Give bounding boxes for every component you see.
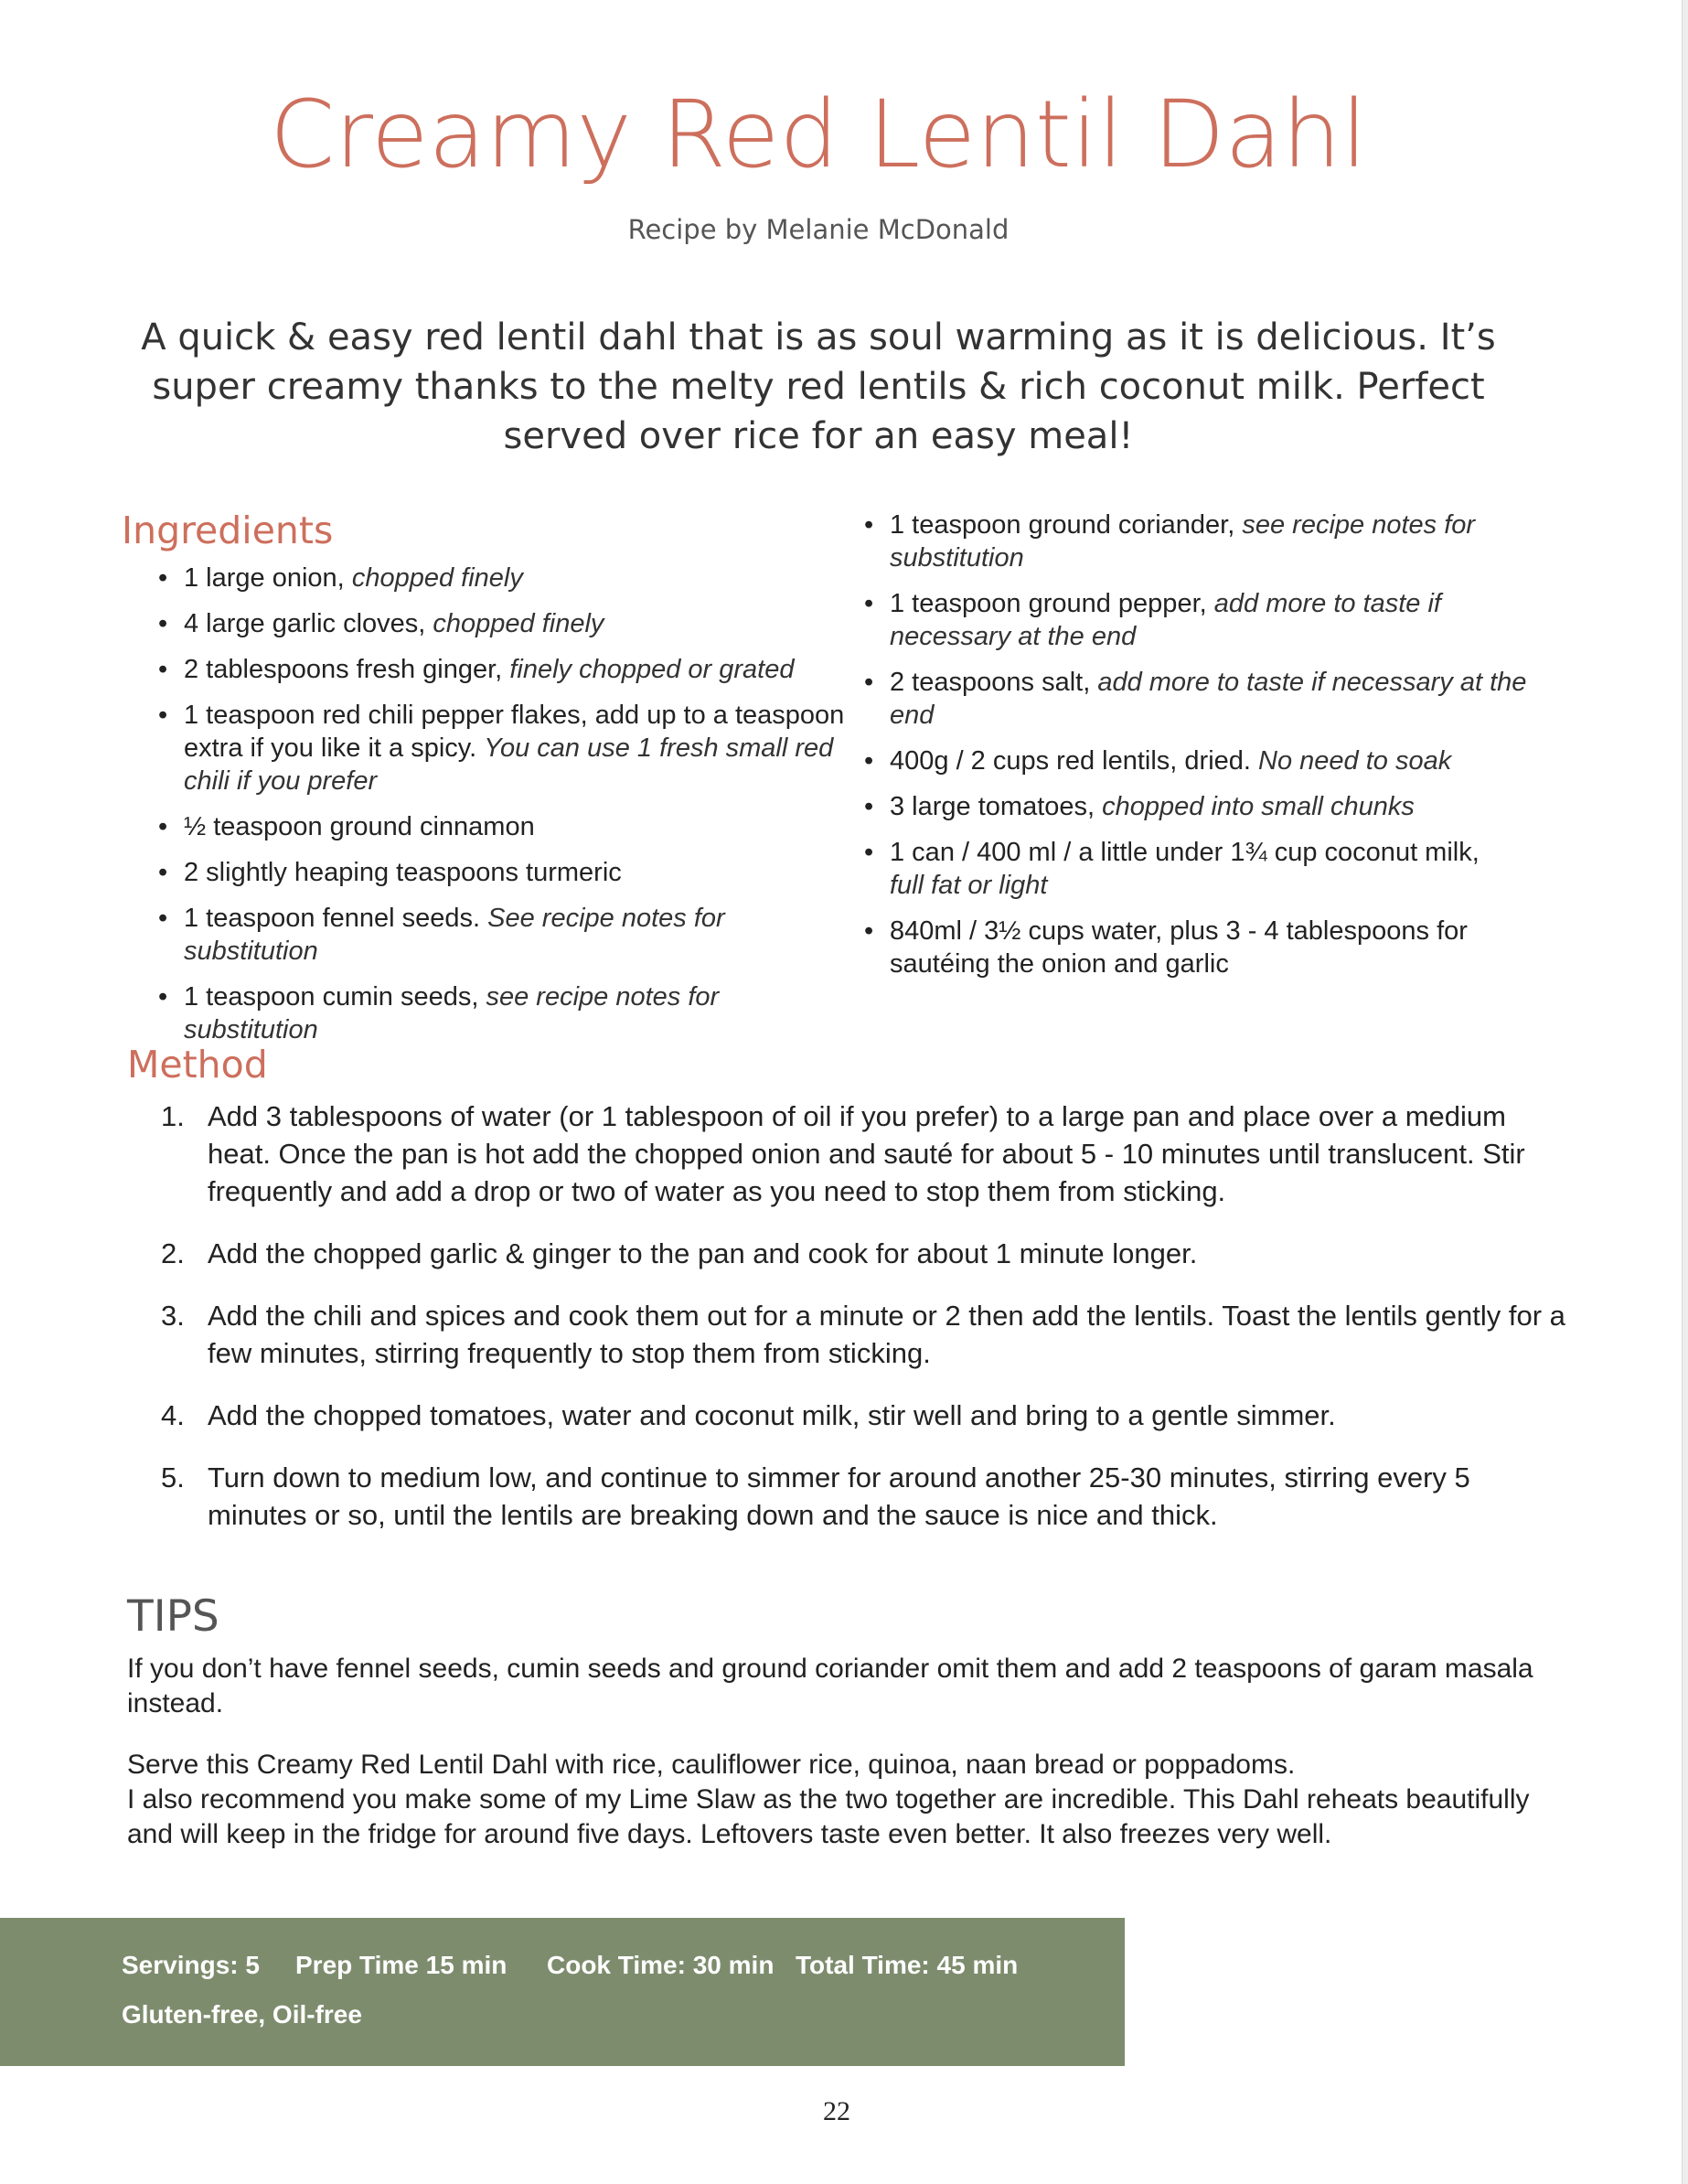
cook-time-label: Cook Time: 30 min <box>547 1951 775 1979</box>
bullet-icon: • <box>158 609 168 638</box>
ingredient-text: 3 large tomatoes, <box>890 792 1103 821</box>
ingredient-item <box>158 902 853 968</box>
method-step <box>161 1235 1569 1272</box>
bullet-icon: • <box>864 838 874 867</box>
ingredient-item <box>864 744 1559 777</box>
ingredient-note: chopped finely <box>351 563 523 593</box>
step-text: Add the chopped garlic & ginger to the pan and cook for about 1 minute longer. <box>208 1237 1198 1269</box>
total-time-label: Total Time: 45 min <box>796 1951 1019 1979</box>
ingredient-text: ½ teaspoon ground cinnamon <box>184 812 535 841</box>
ingredient-note: full fat or light <box>890 871 1048 900</box>
ingredient-note: finely chopped or grated <box>509 655 795 684</box>
method-step <box>161 1459 1569 1534</box>
ingredient-text: 2 slightly heaping teaspoons turmeric <box>184 858 622 887</box>
ingredient-item <box>158 699 853 798</box>
bullet-icon: • <box>864 746 874 776</box>
ingredient-note: see recipe notes for substitution <box>890 510 1476 573</box>
ingredient-text: 2 teaspoons salt, <box>890 668 1098 697</box>
servings-label: Servings: 5 <box>122 1951 260 1979</box>
bullet-icon: • <box>158 701 168 730</box>
ingredient-text: 400g / 2 cups red lentils, dried. <box>890 746 1259 776</box>
step-number: 4. <box>161 1399 185 1431</box>
ingredient-item <box>864 836 1559 902</box>
ingredient-item <box>158 980 853 1046</box>
step-text: Add 3 tablespoons of water (or 1 tablespoon of oil if you prefer) to a large pan and place over a medium heat. Once the pan is hot add the chopped onion and sauté for about 5 - 10 minutes until translucent. Stir frequently and add a drop or two of water as you need to stop them from sticking. <box>208 1100 1525 1207</box>
step-text: Turn down to medium low, and continue to simmer for around another 25-30 minutes, stirring every 5 minutes or so, until the lentils are breaking down and the sauce is nice and thick. <box>208 1461 1470 1531</box>
ingredient-item <box>864 509 1559 574</box>
tips-paragraph <box>127 1748 1572 1852</box>
bullet-icon: • <box>864 916 874 946</box>
ingredient-text: 1 teaspoon fennel seeds. <box>184 904 488 933</box>
ingredients-heading: Ingredients <box>122 509 334 552</box>
page-edge <box>1682 0 1688 2184</box>
bullet-icon: • <box>864 668 874 697</box>
tips-heading: TIPS <box>127 1591 219 1642</box>
ingredient-note: You can use 1 fresh small red chili if you prefer <box>184 733 834 796</box>
ingredient-text: 840ml / 3½ cups water, plus 3 - 4 tablespoons for sautéing the onion and garlic <box>890 916 1468 979</box>
recipe-intro: A quick & easy red lentil dahl that is as soul warming as it is delicious. It’s super creamy thanks to the melty red lentils & rich coconut milk. Perfect served over rice for an easy meal! <box>141 316 1496 457</box>
ingredient-text: 2 tablespoons fresh ginger, <box>184 655 510 684</box>
ingredient-item <box>158 653 853 686</box>
bullet-icon: • <box>864 792 874 821</box>
step-number: 3. <box>161 1300 185 1332</box>
recipe-times <box>122 1951 1018 1980</box>
bullet-icon: • <box>158 812 168 841</box>
tips-line: I also recommend you make some of my Lime Slaw as the two together are incredible. This Dahl reheats beautifully and will keep in the fridge for around five days. Leftovers taste even better. It also freezes very well. <box>127 1784 1530 1849</box>
ingredient-text: 1 teaspoon cumin seeds, <box>184 982 486 1012</box>
tips-line: Serve this Creamy Red Lentil Dahl with rice, cauliflower rice, quinoa, naan bread or poppadoms. <box>127 1750 1296 1780</box>
ingredient-text: 1 large onion, <box>184 563 352 593</box>
method-step <box>161 1397 1569 1434</box>
ingredient-item <box>864 915 1559 980</box>
step-text: Add the chili and spices and cook them out for a minute or 2 then add the lentils. Toast the lentils gently for a few minutes, stirring frequently to stop them from sticking. <box>208 1300 1565 1369</box>
ingredient-item <box>864 790 1559 823</box>
page-number: 22 <box>823 2096 850 2126</box>
ingredient-note: see recipe notes for substitution <box>184 982 720 1044</box>
step-number: 2. <box>161 1237 185 1269</box>
ingredient-text: 1 teaspoon red chili pepper flakes, add up to a teaspoon extra if you like it a spicy. <box>184 701 845 763</box>
bullet-icon: • <box>158 655 168 684</box>
method-steps <box>161 1097 1569 1558</box>
bullet-icon: • <box>158 982 168 1012</box>
ingredient-item <box>864 587 1559 653</box>
method-step <box>161 1297 1569 1372</box>
bullet-icon: • <box>158 858 168 887</box>
tips-body <box>127 1652 1572 1879</box>
ingredients-list-right <box>864 509 1559 993</box>
ingredient-note: See recipe notes for substitution <box>184 904 725 966</box>
step-number: 5. <box>161 1461 185 1493</box>
bullet-icon: • <box>864 589 874 618</box>
ingredient-item <box>864 666 1559 732</box>
recipe-info-bar <box>0 1918 1125 2066</box>
bullet-icon: • <box>158 904 168 933</box>
ingredient-note: add more to taste if necessary at the end <box>890 589 1441 651</box>
method-heading: Method <box>127 1043 268 1087</box>
tips-paragraph: If you don’t have fennel seeds, cumin seeds and ground coriander omit them and add 2 teaspoons of garam masala instead. <box>127 1654 1533 1718</box>
ingredient-note: chopped finely <box>433 609 604 638</box>
ingredient-text: 1 can / 400 ml / a little under 1¾ cup coconut milk, <box>890 838 1480 867</box>
diet-tags: Gluten-free, Oil-free <box>122 2000 362 2029</box>
step-text: Add the chopped tomatoes, water and coconut milk, stir well and bring to a gentle simmer. <box>208 1399 1336 1431</box>
method-step <box>161 1097 1569 1210</box>
prep-time-label: Prep Time 15 min <box>295 1951 507 1979</box>
ingredient-text: 1 teaspoon ground pepper, <box>890 589 1214 618</box>
ingredient-item <box>158 810 853 843</box>
ingredient-note: add more to taste if necessary at the end <box>890 668 1527 730</box>
bullet-icon: • <box>158 563 168 593</box>
ingredient-text: 4 large garlic cloves, <box>184 609 433 638</box>
ingredient-note: chopped into small chunks <box>1102 792 1415 821</box>
ingredient-item <box>158 562 853 594</box>
ingredient-item <box>158 856 853 889</box>
ingredient-item <box>158 607 853 640</box>
recipe-byline: Recipe by Melanie McDonald <box>627 214 1010 245</box>
ingredient-text: 1 teaspoon ground coriander, <box>890 510 1243 540</box>
ingredients-list-left <box>158 562 853 1059</box>
recipe-title: Creamy Red Lentil Dahl <box>269 80 1368 189</box>
step-number: 1. <box>161 1100 185 1132</box>
ingredient-note: No need to soak <box>1258 746 1452 776</box>
bullet-icon: • <box>864 510 874 540</box>
